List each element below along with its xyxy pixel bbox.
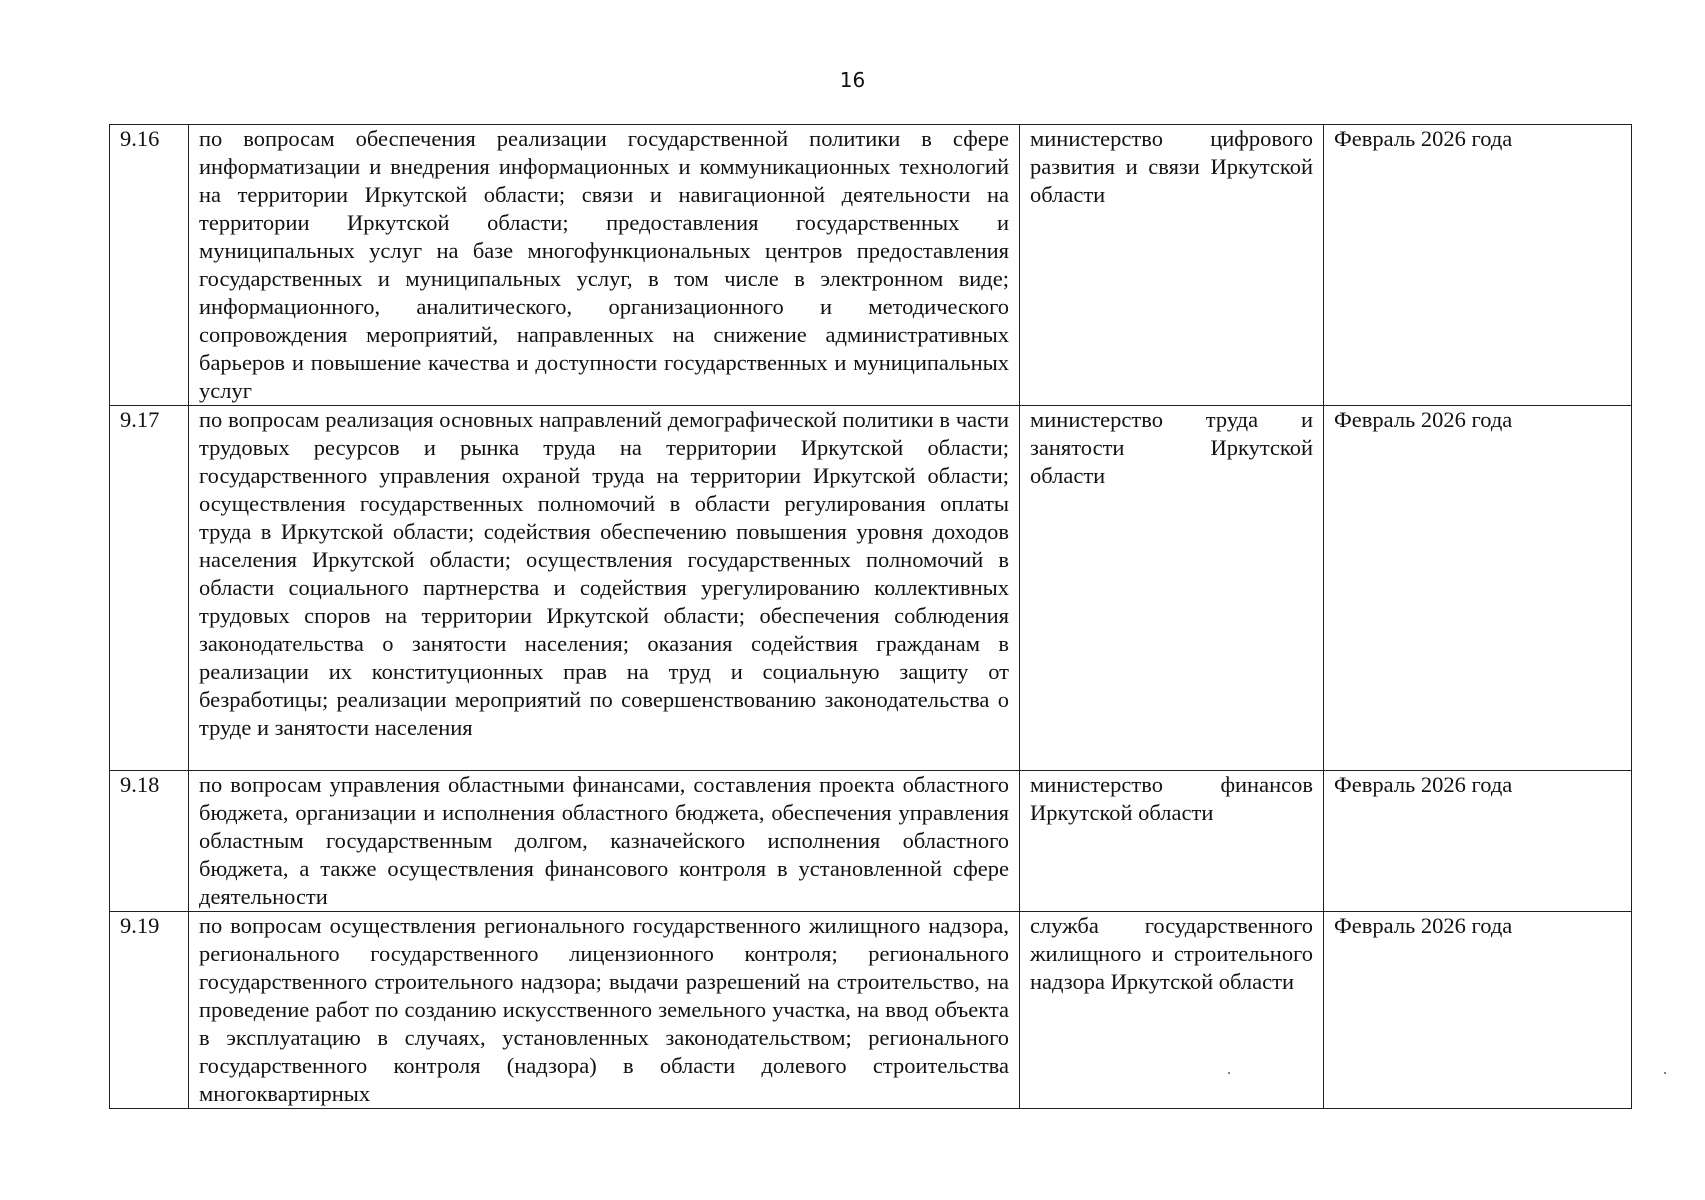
page-number: 16 xyxy=(839,68,866,92)
row-organization-cell: служба государственного жилищного и строительного надзора Иркутской области xyxy=(1020,912,1324,1109)
row-number-cell: 9.18 xyxy=(110,771,189,912)
row-deadline-cell: Февраль 2026 года xyxy=(1324,771,1632,912)
row-organization-cell: министерство цифрового развития и связи Иркутской области xyxy=(1020,125,1324,406)
row-number-cell: 9.17 xyxy=(110,406,189,771)
row-deadline-cell: Февраль 2026 года xyxy=(1324,912,1632,1109)
scan-speck xyxy=(1664,1072,1666,1074)
row-number-cell: 9.16 xyxy=(110,125,189,406)
table-row xyxy=(110,125,1632,406)
row-description-cell: по вопросам осуществления регионального государственного жилищного надзора, регионального государственного лицензионного контроля; регионального государственного строительного надзора; выдачи разрешений на строительство, на проведение работ по созданию искусственного земельного участка, на ввод объекта в эксплуатацию в случаях, установленных законодательством; регионального государственного контроля (надзора) в области долевого строительства многоквартирных xyxy=(189,912,1020,1109)
row-description-cell: по вопросам обеспечения реализации государственной политики в сфере информатизации и внедрения информационных и коммуникационных технологий на территории Иркутской области; связи и навигационной деятельности на территории Иркутской области; предоставления государственных и муниципальных услуг на базе многофункциональных центров предоставления государственных и муниципальных услуг, в том числе в электронном виде; информационного, аналитического, организационного и методического сопровождения мероприятий, направленных на снижение административных барьеров и повышение качества и доступности государственных и муниципальных услуг xyxy=(189,125,1020,406)
table-row xyxy=(110,406,1632,771)
table-row xyxy=(110,771,1632,912)
row-description-cell: по вопросам управления областными финансами, составления проекта областного бюджета, организации и исполнения областного бюджета, обеспечения управления областным государственным долгом, казначейского исполнения областного бюджета, а также осуществления финансового контроля в установленной сфере деятельности xyxy=(189,771,1020,912)
table-row xyxy=(110,912,1632,1109)
row-number-cell: 9.19 xyxy=(110,912,189,1109)
row-deadline-cell: Февраль 2026 года xyxy=(1324,406,1632,771)
row-organization-cell: министерство финансов Иркутской области xyxy=(1020,771,1324,912)
row-deadline-cell: Февраль 2026 года xyxy=(1324,125,1632,406)
row-organization-cell: министерство труда и занятости Иркутской области xyxy=(1020,406,1324,771)
row-description-cell: по вопросам реализация основных направлений демографической политики в части трудовых ресурсов и рынка труда на территории Иркутской области; государственного управления охраной труда на территории Иркутской области; осуществления государственных полномочий в области регулирования оплаты труда в Иркутской области; содействия обеспечению повышения уровня доходов населения Иркутской области; осуществления государственных полномочий в области социального партнерства и содействия урегулированию коллективных трудовых споров на территории Иркутской области; обеспечения соблюдения законодательства о занятости населения; оказания содействия гражданам в реализации их конституционных прав на труд и социальную защиту от безработицы; реализации мероприятий по совершенствованию законодательства о труде и занятости населения xyxy=(189,406,1020,771)
plan-table xyxy=(109,124,1632,1109)
scan-speck xyxy=(1228,1072,1230,1074)
